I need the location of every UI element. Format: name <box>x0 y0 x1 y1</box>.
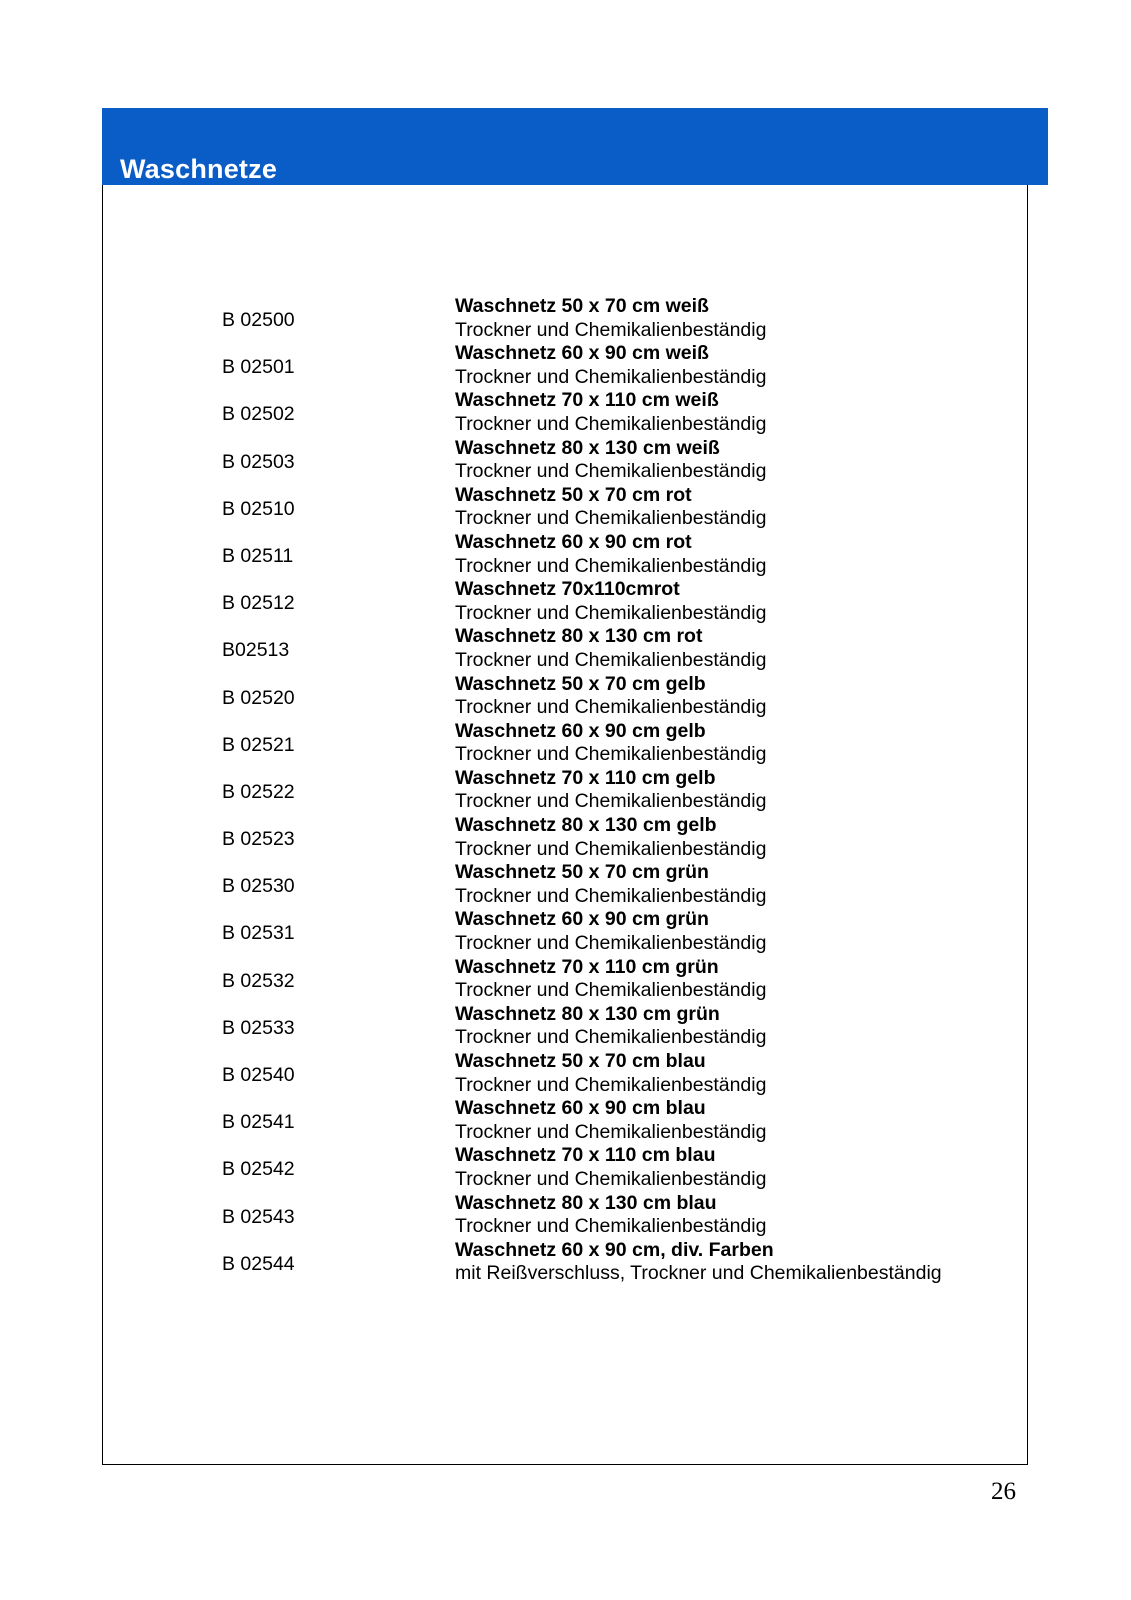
article-number: B 02543 <box>222 1205 295 1228</box>
product-title: Waschnetz 60 x 90 cm rot <box>455 530 692 553</box>
product-list <box>206 295 1130 1286</box>
product-description: Trockner und Chemikalienbeständig <box>455 554 767 577</box>
product-row[interactable] <box>206 342 1130 389</box>
article-number: B 02532 <box>222 969 295 992</box>
product-title: Waschnetz 80 x 130 cm rot <box>455 625 703 648</box>
article-number: B 02503 <box>222 450 295 473</box>
product-title: Waschnetz 60 x 90 cm, div. Farben <box>455 1238 774 1261</box>
article-number: B 02530 <box>222 875 295 898</box>
product-description: Trockner und Chemikalienbeständig <box>455 601 767 624</box>
product-description: Trockner und Chemikalienbeständig <box>455 365 767 388</box>
product-description: Trockner und Chemikalienbeständig <box>455 979 767 1002</box>
catalog-content-box <box>102 108 1028 1465</box>
product-title: Waschnetz 80 x 130 cm gelb <box>455 814 717 837</box>
product-description: Trockner und Chemikalienbeständig <box>455 318 767 341</box>
article-number: B 02541 <box>222 1111 295 1134</box>
article-number: B 02501 <box>222 356 295 379</box>
article-number: B 02510 <box>222 497 295 520</box>
product-text-block <box>455 531 1115 578</box>
product-title: Waschnetz 70 x 110 cm blau <box>455 1144 716 1167</box>
product-row[interactable] <box>206 295 1130 342</box>
product-text-block <box>455 1192 1115 1239</box>
product-row[interactable] <box>206 861 1130 908</box>
product-text-block <box>455 295 1115 342</box>
article-number: B 02511 <box>222 544 294 567</box>
page-number: 26 <box>991 1478 1016 1505</box>
article-number: B 02500 <box>222 309 295 331</box>
product-description: Trockner und Chemikalienbeständig <box>455 1073 767 1096</box>
product-row[interactable] <box>206 1144 1130 1191</box>
section-header-band <box>102 108 1048 185</box>
product-row[interactable] <box>206 673 1130 720</box>
product-title: Waschnetz 50 x 70 cm rot <box>455 483 692 506</box>
product-description: Trockner und Chemikalienbeständig <box>455 507 767 530</box>
product-description: Trockner und Chemikalienbeständig <box>455 1215 767 1238</box>
product-text-block <box>455 578 1115 625</box>
product-row[interactable] <box>206 578 1130 625</box>
product-row[interactable] <box>206 956 1130 1003</box>
product-description: Trockner und Chemikalienbeständig <box>455 743 767 766</box>
product-title: Waschnetz 60 x 90 cm gelb <box>455 719 706 742</box>
article-number: B 02533 <box>222 1016 295 1039</box>
product-description: Trockner und Chemikalienbeständig <box>455 932 767 955</box>
product-row[interactable] <box>206 908 1130 955</box>
product-description: Trockner und Chemikalienbeständig <box>455 790 767 813</box>
product-row[interactable] <box>206 437 1130 484</box>
article-number: B 02512 <box>222 592 295 615</box>
product-title: Waschnetz 70 x 110 cm weiß <box>455 389 719 412</box>
product-text-block <box>455 389 1115 436</box>
product-text-block <box>455 484 1115 531</box>
product-text-block <box>455 1050 1115 1097</box>
product-description: Trockner und Chemikalienbeständig <box>455 1120 767 1143</box>
product-text-block <box>455 1239 1115 1286</box>
product-text-block <box>455 625 1115 672</box>
product-text-block <box>455 1097 1115 1144</box>
product-text-block <box>455 673 1115 720</box>
article-number: B 02521 <box>222 733 295 756</box>
product-row[interactable] <box>206 1192 1130 1239</box>
product-title: Waschnetz 80 x 130 cm blau <box>455 1191 717 1214</box>
product-row[interactable] <box>206 531 1130 578</box>
product-description: mit Reißverschluss, Trockner und Chemikalienbeständig <box>455 1262 942 1285</box>
product-title: Waschnetz 60 x 90 cm blau <box>455 1097 706 1120</box>
article-number: B 02531 <box>222 922 295 945</box>
product-text-block <box>455 1003 1115 1050</box>
product-description: Trockner und Chemikalienbeständig <box>455 837 767 860</box>
product-row[interactable] <box>206 625 1130 672</box>
product-description: Trockner und Chemikalienbeständig <box>455 1167 767 1190</box>
product-title: Waschnetz 50 x 70 cm blau <box>455 1050 706 1072</box>
article-number: B 02542 <box>222 1158 295 1181</box>
product-text-block <box>455 861 1115 908</box>
product-text-block <box>455 1144 1115 1191</box>
product-text-block <box>455 814 1115 861</box>
product-title: Waschnetz 70 x 110 cm gelb <box>455 766 716 789</box>
product-text-block <box>455 767 1115 814</box>
product-row[interactable] <box>206 1097 1130 1144</box>
product-title: Waschnetz 50 x 70 cm grün <box>455 861 709 884</box>
product-description: Trockner und Chemikalienbeständig <box>455 648 767 671</box>
article-number: B 02523 <box>222 828 295 851</box>
product-row[interactable] <box>206 1003 1130 1050</box>
product-description: Trockner und Chemikalienbeständig <box>455 884 767 907</box>
product-text-block <box>455 437 1115 484</box>
article-number: B02513 <box>222 639 290 662</box>
product-title: Waschnetz 50 x 70 cm gelb <box>455 672 706 695</box>
product-row[interactable] <box>206 720 1130 767</box>
product-title: Waschnetz 60 x 90 cm grün <box>455 908 709 931</box>
product-text-block <box>455 908 1115 955</box>
product-title: Waschnetz 80 x 130 cm weiß <box>455 436 720 459</box>
article-number: B 02502 <box>222 403 295 426</box>
product-row[interactable] <box>206 814 1130 861</box>
product-text-block <box>455 342 1115 389</box>
product-title: Waschnetz 70x110cmrot <box>455 578 680 601</box>
product-description: Trockner und Chemikalienbeständig <box>455 696 767 719</box>
product-description: Trockner und Chemikalienbeständig <box>455 1026 767 1049</box>
product-description: Trockner und Chemikalienbeständig <box>455 412 767 435</box>
product-row[interactable] <box>206 767 1130 814</box>
article-number: B 02520 <box>222 686 295 709</box>
product-row[interactable] <box>206 484 1130 531</box>
article-number: B 02540 <box>222 1064 295 1086</box>
product-title: Waschnetz 80 x 130 cm grün <box>455 1002 720 1025</box>
product-row[interactable] <box>206 389 1130 436</box>
product-text-block <box>455 720 1115 767</box>
product-text-block <box>455 956 1115 1003</box>
section-title: Waschnetze <box>120 153 278 184</box>
product-title: Waschnetz 50 x 70 cm weiß <box>455 295 709 317</box>
article-number: B 02544 <box>222 1252 295 1275</box>
product-title: Waschnetz 60 x 90 cm weiß <box>455 342 709 365</box>
product-row[interactable] <box>206 1050 1130 1097</box>
product-title: Waschnetz 70 x 110 cm grün <box>455 955 719 978</box>
product-description: Trockner und Chemikalienbeständig <box>455 460 767 483</box>
product-row[interactable] <box>206 1239 1130 1286</box>
article-number: B 02522 <box>222 780 295 803</box>
